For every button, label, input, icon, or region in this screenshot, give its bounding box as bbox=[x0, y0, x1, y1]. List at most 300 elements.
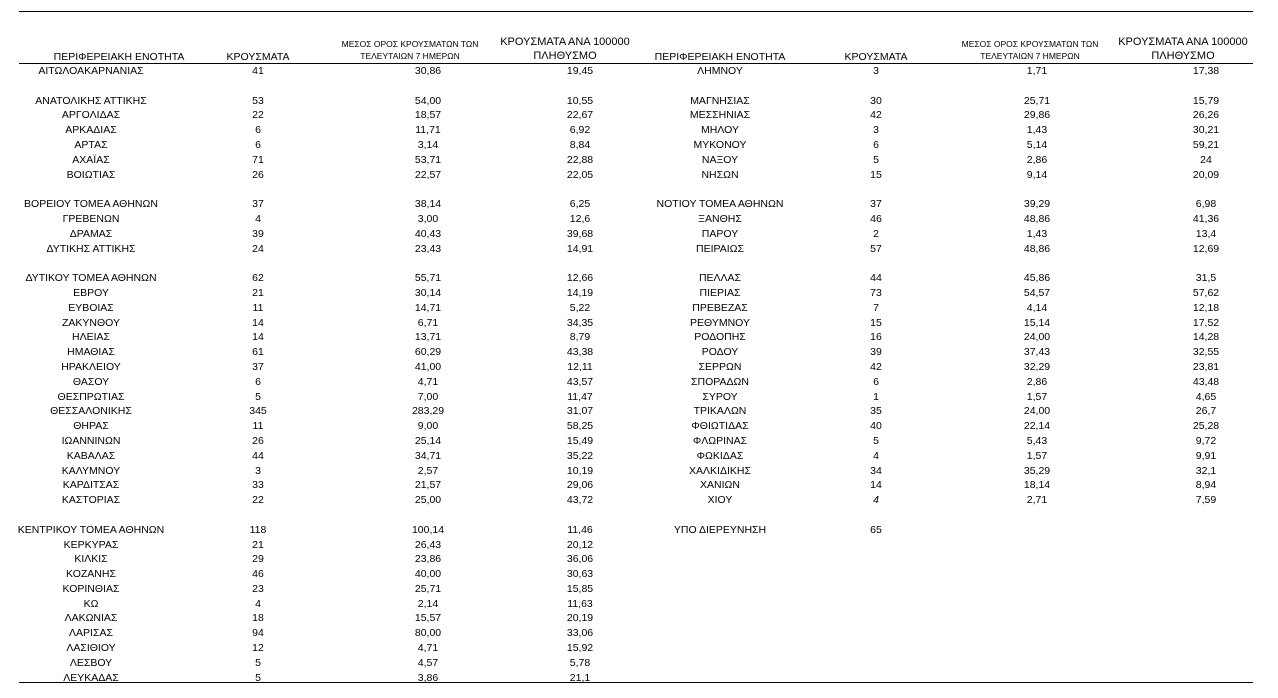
cases-cell: 11 bbox=[252, 301, 264, 314]
cases-cell: 21 bbox=[252, 538, 264, 551]
per100k-cell: 30,21 bbox=[1192, 124, 1220, 137]
cases-cell: 94 bbox=[252, 627, 264, 640]
table-row bbox=[0, 552, 638, 567]
region-cell: ΛΑΡΙΣΑΣ bbox=[69, 627, 113, 640]
region-cell: ΕΒΡΟΥ bbox=[73, 286, 109, 299]
region-cell: ΡΟΔΟΥ bbox=[701, 346, 739, 359]
table-row bbox=[0, 345, 638, 360]
cases-cell: 21 bbox=[252, 286, 264, 299]
region-cell: ΚΙΛΚΙΣ bbox=[74, 553, 108, 566]
empty-cell bbox=[820, 79, 932, 94]
left-data-table bbox=[0, 64, 638, 685]
per100k-cell: 11,63 bbox=[567, 597, 593, 610]
table-row bbox=[0, 523, 638, 538]
region-cell: ΛΗΜΝΟΥ bbox=[697, 65, 743, 77]
region-cell: ΖΑΚΥΝΘΟΥ bbox=[61, 316, 120, 329]
cases-cell: 24 bbox=[252, 242, 264, 255]
region-cell: ΚΑΛΥΜΝΟΥ bbox=[61, 464, 121, 477]
avg-7day-cell: 3,14 bbox=[417, 138, 439, 151]
header-region-right: ΠΕΡΙΦΕΡΕΙΑΚΗ ΕΝΟΤΗΤΑ bbox=[654, 51, 786, 63]
cases-cell: 41 bbox=[252, 65, 264, 77]
region-cell: ΚΑΒΑΛΑΣ bbox=[66, 449, 116, 462]
per100k-cell: 31,07 bbox=[566, 405, 594, 418]
empty-cell bbox=[620, 79, 820, 94]
avg-7day-cell: 80,00 bbox=[414, 627, 442, 640]
cases-cell: 4 bbox=[873, 494, 879, 507]
header-region-left: ΠΕΡΙΦΕΡΕΙΑΚΗ ΕΝΟΤΗΤΑ bbox=[53, 51, 185, 63]
region-cell: ΓΡΕΒΕΝΩΝ bbox=[62, 212, 120, 225]
avg-7day-cell: 53,71 bbox=[414, 153, 442, 166]
region-cell: ΘΗΡΑΣ bbox=[73, 420, 109, 433]
avg-7day-cell: 41,00 bbox=[414, 360, 442, 373]
cases-cell: 15 bbox=[870, 168, 882, 181]
region-cell: ΛΑΣΙΘΙΟΥ bbox=[66, 642, 116, 655]
per100k-cell: 39,68 bbox=[566, 227, 594, 240]
avg-7day-cell: 26,43 bbox=[414, 538, 442, 551]
per100k-cell: 31,5 bbox=[1195, 272, 1217, 285]
per100k-cell: 17,38 bbox=[1192, 65, 1220, 77]
avg-7day-cell: 18,14 bbox=[1023, 479, 1051, 492]
per100k-cell: 8,94 bbox=[1195, 479, 1217, 492]
cases-cell: 18 bbox=[252, 612, 264, 625]
avg-7day-cell: 21,57 bbox=[414, 479, 442, 492]
cases-cell: 26 bbox=[252, 434, 264, 447]
per100k-cell: 13,4 bbox=[1195, 227, 1217, 240]
avg-7day-cell: 1,57 bbox=[1026, 390, 1048, 403]
region-cell: ΣΥΡΟΥ bbox=[702, 390, 738, 403]
header-avg-right bbox=[930, 38, 1130, 62]
empty-cell bbox=[1142, 508, 1270, 523]
avg-7day-cell: 5,14 bbox=[1026, 138, 1048, 151]
per100k-cell: 58,25 bbox=[566, 420, 594, 433]
per100k-cell: 14,91 bbox=[566, 242, 594, 255]
avg-7day-cell: 15,57 bbox=[414, 612, 442, 625]
empty-cell bbox=[182, 256, 334, 271]
table-row bbox=[620, 123, 1270, 138]
region-cell: ΠΕΛΛΑΣ bbox=[698, 272, 742, 285]
per100k-cell: 57,62 bbox=[1192, 286, 1220, 299]
region-cell: ΤΡΙΚΑΛΩΝ bbox=[693, 405, 747, 418]
cases-cell: 35 bbox=[870, 405, 882, 418]
spacer-row bbox=[620, 182, 1270, 197]
region-cell: ΕΥΒΟΙΑΣ bbox=[68, 301, 114, 314]
header-per100k-line1: ΚΡΟΥΣΜΑΤΑ ΑΝΑ 100000 bbox=[500, 36, 630, 48]
region-cell: ΠΑΡΟΥ bbox=[701, 227, 739, 240]
top-rule bbox=[19, 11, 1253, 12]
cases-cell: 44 bbox=[870, 272, 882, 285]
region-cell: ΥΠΟ ΔΙΕΡΕΥΝΗΣΗ bbox=[673, 523, 767, 536]
region-cell: ΔΥΤΙΚΗΣ ΑΤΤΙΚΗΣ bbox=[46, 242, 136, 255]
avg-7day-cell: 9,14 bbox=[1026, 168, 1048, 181]
per100k-cell: 22,05 bbox=[566, 168, 594, 181]
avg-7day-cell: 22,57 bbox=[414, 168, 442, 181]
avg-7day-cell: 30,86 bbox=[414, 65, 442, 77]
avg-7day-cell: 22,14 bbox=[1023, 420, 1051, 433]
cases-cell: 2 bbox=[873, 227, 879, 240]
table-row bbox=[0, 671, 638, 686]
region-cell: ΗΡΑΚΛΕΙΟΥ bbox=[61, 360, 121, 373]
empty-cell bbox=[620, 256, 820, 271]
table-row bbox=[0, 138, 638, 153]
per100k-cell: 41,36 bbox=[1192, 212, 1220, 225]
cases-cell: 39 bbox=[870, 346, 882, 359]
table-row bbox=[0, 153, 638, 168]
avg-7day-cell: 40,43 bbox=[414, 227, 442, 240]
table-row bbox=[0, 626, 638, 641]
cases-cell: 37 bbox=[870, 198, 882, 211]
cases-cell: 22 bbox=[252, 494, 264, 507]
table-row bbox=[0, 656, 638, 671]
region-cell: ΚΑΡΔΙΤΣΑΣ bbox=[62, 479, 120, 492]
per100k-cell: 6,92 bbox=[569, 124, 591, 137]
region-cell: ΣΠΟΡΑΔΩΝ bbox=[691, 375, 749, 388]
avg-7day-cell: 11,71 bbox=[415, 124, 441, 137]
table-row bbox=[620, 227, 1270, 242]
region-cell: ΛΑΚΩΝΙΑΣ bbox=[64, 612, 118, 625]
per100k-cell: 12,11 bbox=[567, 360, 593, 373]
region-cell: ΑΡΓΟΛΙΔΑΣ bbox=[61, 109, 121, 122]
table-row bbox=[0, 94, 638, 109]
header-per100k-line1: ΚΡΟΥΣΜΑΤΑ ΑΝΑ 100000 bbox=[1118, 36, 1248, 48]
cases-cell: 37 bbox=[252, 198, 264, 211]
per100k-cell: 14,28 bbox=[1192, 331, 1220, 344]
per100k-cell: 36,06 bbox=[566, 553, 594, 566]
table-row bbox=[620, 449, 1270, 464]
avg-7day-cell: 54,00 bbox=[414, 94, 442, 107]
table-row bbox=[0, 449, 638, 464]
region-cell: ΙΩΑΝΝΙΝΩΝ bbox=[61, 434, 121, 447]
region-cell: ΧΑΛΚΙΔΙΚΗΣ bbox=[689, 464, 751, 477]
table-row bbox=[620, 464, 1270, 479]
table-row bbox=[620, 493, 1270, 508]
region-cell: ΣΕΡΡΩΝ bbox=[698, 360, 742, 373]
table-row bbox=[620, 404, 1270, 419]
cases-cell: 345 bbox=[249, 405, 267, 418]
per100k-cell: 9,72 bbox=[1195, 434, 1217, 447]
cases-cell: 7 bbox=[873, 301, 879, 314]
cases-cell: 3 bbox=[873, 124, 879, 137]
cases-cell: 14 bbox=[252, 316, 264, 329]
per100k-cell: 29,06 bbox=[566, 479, 594, 492]
cases-cell: 3 bbox=[873, 65, 879, 77]
empty-cell bbox=[820, 182, 932, 197]
header-avg-line1: ΜΕΣΟΣ ΟΡΟΣ ΚΡΟΥΣΜΑΤΩΝ ΤΩΝ bbox=[961, 39, 1099, 49]
per100k-cell: 5,22 bbox=[569, 301, 591, 314]
avg-7day-cell: 2,71 bbox=[1026, 494, 1048, 507]
region-cell: ΒΟΙΩΤΙΑΣ bbox=[66, 168, 116, 181]
per100k-cell: 15,79 bbox=[1192, 94, 1220, 107]
avg-7day-cell: 37,43 bbox=[1023, 346, 1051, 359]
cases-cell: 42 bbox=[870, 109, 882, 122]
cases-cell: 6 bbox=[873, 138, 879, 151]
cases-cell: 14 bbox=[252, 331, 264, 344]
per100k-cell: 22,88 bbox=[566, 153, 594, 166]
avg-7day-cell: 23,86 bbox=[414, 553, 442, 566]
avg-7day-cell: 25,71 bbox=[414, 582, 442, 595]
empty-cell bbox=[1142, 256, 1270, 271]
table-row bbox=[0, 464, 638, 479]
table-row bbox=[620, 197, 1270, 212]
spacer-row bbox=[620, 79, 1270, 94]
cases-cell: 73 bbox=[870, 286, 882, 299]
region-cell: ΜΑΓΝΗΣΙΑΣ bbox=[690, 94, 750, 107]
table-row bbox=[0, 538, 638, 553]
table-row bbox=[0, 611, 638, 626]
per100k-cell: 15,92 bbox=[566, 642, 594, 655]
table-row bbox=[620, 390, 1270, 405]
cases-cell: 12 bbox=[252, 642, 264, 655]
table-row bbox=[0, 330, 638, 345]
cases-cell: 39 bbox=[252, 227, 264, 240]
region-cell: ΔΥΤΙΚΟΥ ΤΟΜΕΑ ΑΘΗΝΩΝ bbox=[25, 272, 157, 285]
avg-7day-cell: 38,14 bbox=[414, 198, 442, 211]
per100k-cell: 8,84 bbox=[569, 138, 591, 151]
avg-7day-cell: 3,86 bbox=[417, 671, 439, 684]
cases-cell: 14 bbox=[870, 479, 882, 492]
region-cell: ΜΕΣΣΗΝΙΑΣ bbox=[689, 109, 751, 122]
avg-7day-cell: 14,71 bbox=[414, 301, 442, 314]
table-row bbox=[0, 316, 638, 331]
spacer-row bbox=[0, 508, 638, 523]
empty-cell bbox=[0, 256, 182, 271]
per100k-cell: 30,63 bbox=[566, 568, 594, 581]
per100k-cell: 10,55 bbox=[566, 94, 594, 107]
per100k-cell: 20,19 bbox=[566, 612, 594, 625]
avg-7day-cell: 9,00 bbox=[417, 420, 439, 433]
cases-cell: 65 bbox=[870, 523, 882, 536]
table-row bbox=[620, 375, 1270, 390]
region-cell: ΧΙΟΥ bbox=[707, 494, 733, 507]
avg-7day-cell: 25,71 bbox=[1023, 94, 1051, 107]
cases-cell: 5 bbox=[255, 671, 261, 684]
cases-cell: 15 bbox=[870, 316, 882, 329]
cases-cell: 16 bbox=[870, 331, 882, 344]
table-row bbox=[620, 523, 1270, 538]
table-row bbox=[0, 227, 638, 242]
cases-cell: 5 bbox=[873, 434, 879, 447]
avg-7day-cell: 2,86 bbox=[1026, 375, 1048, 388]
empty-cell bbox=[932, 182, 1142, 197]
per100k-cell: 6,25 bbox=[569, 198, 591, 211]
empty-cell bbox=[182, 79, 334, 94]
region-cell: ΘΑΣΟΥ bbox=[72, 375, 110, 388]
avg-7day-cell: 24,00 bbox=[1023, 405, 1051, 418]
region-cell: ΚΟΖΑΝΗΣ bbox=[66, 568, 116, 581]
region-cell: ΦΩΚΙΔΑΣ bbox=[696, 449, 744, 462]
region-cell: ΛΕΥΚΑΔΑΣ bbox=[63, 671, 119, 684]
avg-7day-cell: 25,14 bbox=[414, 434, 442, 447]
avg-7day-cell: 2,57 bbox=[417, 464, 439, 477]
region-cell: ΗΜΑΘΙΑΣ bbox=[67, 346, 115, 359]
cases-cell: 6 bbox=[255, 375, 261, 388]
spacer-row bbox=[620, 256, 1270, 271]
per100k-cell: 34,35 bbox=[566, 316, 594, 329]
table-row bbox=[0, 123, 638, 138]
table-row bbox=[0, 197, 638, 212]
per100k-cell: 19,45 bbox=[566, 65, 594, 77]
empty-cell bbox=[820, 256, 932, 271]
region-cell: ΜΗΛΟΥ bbox=[701, 124, 739, 137]
table-row bbox=[0, 360, 638, 375]
avg-7day-cell: 35,29 bbox=[1023, 464, 1051, 477]
per100k-cell: 24 bbox=[1200, 153, 1212, 166]
avg-7day-cell: 4,14 bbox=[1026, 301, 1048, 314]
table-row bbox=[620, 94, 1270, 109]
empty-cell bbox=[932, 508, 1142, 523]
cases-cell: 62 bbox=[252, 272, 264, 285]
region-cell: ΚΟΡΙΝΘΙΑΣ bbox=[62, 582, 120, 595]
per100k-cell bbox=[1142, 523, 1270, 538]
table-row bbox=[620, 434, 1270, 449]
region-cell: ΜΥΚΟΝΟΥ bbox=[693, 138, 747, 151]
empty-cell bbox=[932, 79, 1142, 94]
per100k-cell: 26,7 bbox=[1195, 405, 1217, 418]
avg-7day-cell: 23,43 bbox=[414, 242, 442, 255]
table-row bbox=[620, 212, 1270, 227]
per100k-cell: 11,46 bbox=[567, 523, 593, 536]
cases-cell: 53 bbox=[252, 94, 264, 107]
table-row bbox=[620, 301, 1270, 316]
per100k-cell: 11,47 bbox=[567, 390, 593, 403]
cases-cell: 46 bbox=[870, 212, 882, 225]
avg-7day-cell: 54,57 bbox=[1023, 286, 1051, 299]
per100k-cell: 33,06 bbox=[566, 627, 594, 640]
table-row bbox=[0, 390, 638, 405]
table-row bbox=[0, 434, 638, 449]
region-cell: ΗΛΕΙΑΣ bbox=[71, 331, 110, 344]
table-row bbox=[0, 404, 638, 419]
avg-7day-cell: 2,86 bbox=[1026, 153, 1048, 166]
per100k-cell: 59,21 bbox=[1192, 138, 1220, 151]
empty-cell bbox=[1142, 79, 1270, 94]
header-per100k-left bbox=[490, 35, 640, 63]
region-cell: ΑΡΤΑΣ bbox=[74, 138, 108, 151]
region-cell: ΠΙΕΡΙΑΣ bbox=[699, 286, 741, 299]
table-row bbox=[0, 478, 638, 493]
per100k-cell: 5,78 bbox=[569, 656, 591, 669]
region-cell: ΘΕΣΠΡΩΤΙΑΣ bbox=[57, 390, 125, 403]
empty-cell bbox=[620, 182, 820, 197]
cases-cell: 5 bbox=[873, 153, 879, 166]
avg-7day-cell: 1,43 bbox=[1026, 124, 1048, 137]
cases-cell: 11 bbox=[252, 420, 264, 433]
per100k-cell: 25,28 bbox=[1192, 420, 1220, 433]
header-avg-line1: ΜΕΣΟΣ ΟΡΟΣ ΚΡΟΥΣΜΑΤΩΝ ΤΩΝ bbox=[341, 39, 479, 49]
avg-7day-cell: 39,29 bbox=[1023, 198, 1051, 211]
cases-cell: 34 bbox=[870, 464, 882, 477]
avg-7day-cell bbox=[932, 523, 1142, 538]
table-row bbox=[0, 641, 638, 656]
avg-7day-cell: 34,71 bbox=[414, 449, 442, 462]
table-row bbox=[0, 493, 638, 508]
per100k-cell: 9,91 bbox=[1195, 449, 1217, 462]
cases-cell: 6 bbox=[255, 124, 261, 137]
table-row bbox=[0, 271, 638, 286]
region-cell: ΚΑΣΤΟΡΙΑΣ bbox=[61, 494, 121, 507]
table-row bbox=[0, 597, 638, 612]
per100k-cell: 20,12 bbox=[566, 538, 594, 551]
spacer-row bbox=[0, 256, 638, 271]
per100k-cell: 12,66 bbox=[566, 272, 594, 285]
cases-cell: 44 bbox=[252, 449, 264, 462]
right-data-table bbox=[620, 64, 1270, 538]
table-row bbox=[620, 330, 1270, 345]
table-row bbox=[0, 108, 638, 123]
avg-7day-cell: 32,29 bbox=[1023, 360, 1051, 373]
empty-cell bbox=[620, 508, 820, 523]
avg-7day-cell: 13,71 bbox=[414, 331, 442, 344]
cases-cell: 118 bbox=[249, 523, 267, 536]
region-cell: ΑΝΑΤΟΛΙΚΗΣ ΑΤΤΙΚΗΣ bbox=[35, 94, 147, 107]
avg-7day-cell: 15,14 bbox=[1023, 316, 1051, 329]
avg-7day-cell: 100,14 bbox=[411, 523, 445, 536]
per100k-cell: 12,6 bbox=[569, 212, 591, 225]
per100k-cell: 17,52 bbox=[1192, 316, 1220, 329]
region-cell: ΠΡΕΒΕΖΑΣ bbox=[692, 301, 748, 314]
table-row bbox=[620, 168, 1270, 183]
region-cell: ΡΕΘΥΜΝΟΥ bbox=[689, 316, 750, 329]
cases-cell: 1 bbox=[873, 390, 879, 403]
spacer-row bbox=[0, 182, 638, 197]
region-cell: ΒΟΡΕΙΟΥ ΤΟΜΕΑ ΑΘΗΝΩΝ bbox=[24, 198, 158, 211]
avg-7day-cell: 283,29 bbox=[411, 405, 445, 418]
per100k-cell: 35,22 bbox=[566, 449, 594, 462]
avg-7day-cell: 7,00 bbox=[417, 390, 439, 403]
avg-7day-cell: 4,71 bbox=[417, 375, 439, 388]
cases-cell: 29 bbox=[252, 553, 264, 566]
avg-7day-cell: 1,71 bbox=[1026, 65, 1048, 77]
empty-cell bbox=[334, 256, 522, 271]
region-cell: ΛΕΣΒΟΥ bbox=[69, 656, 113, 669]
per100k-cell: 32,1 bbox=[1195, 464, 1217, 477]
cases-cell: 5 bbox=[255, 390, 261, 403]
per100k-cell: 21,1 bbox=[569, 671, 591, 684]
per100k-cell: 6,98 bbox=[1195, 198, 1217, 211]
spacer-row bbox=[620, 508, 1270, 523]
per100k-cell: 20,09 bbox=[1192, 168, 1220, 181]
cases-cell: 42 bbox=[870, 360, 882, 373]
header-avg-left bbox=[310, 38, 510, 62]
region-cell: ΚΩ bbox=[83, 597, 99, 610]
cases-cell: 3 bbox=[255, 464, 261, 477]
avg-7day-cell: 6,71 bbox=[417, 316, 439, 329]
per100k-cell: 23,81 bbox=[1192, 360, 1220, 373]
table-row bbox=[620, 360, 1270, 375]
region-cell: ΠΕΙΡΑΙΩΣ bbox=[696, 242, 744, 255]
empty-cell bbox=[182, 508, 334, 523]
table-row bbox=[0, 286, 638, 301]
avg-7day-cell: 25,00 bbox=[414, 494, 442, 507]
table-row bbox=[0, 212, 638, 227]
region-cell: ΞΑΝΘΗΣ bbox=[698, 212, 742, 225]
cases-cell: 37 bbox=[252, 360, 264, 373]
region-cell: ΝΗΣΩΝ bbox=[701, 168, 739, 181]
avg-7day-cell: 45,86 bbox=[1023, 272, 1051, 285]
table-row bbox=[620, 316, 1270, 331]
region-cell: ΧΑΝΙΩΝ bbox=[700, 479, 740, 492]
empty-cell bbox=[932, 256, 1142, 271]
avg-7day-cell: 18,57 bbox=[414, 109, 442, 122]
per100k-cell: 8,79 bbox=[569, 331, 591, 344]
region-cell: ΝΟΤΙΟΥ ΤΟΜΕΑ ΑΘΗΝΩΝ bbox=[656, 198, 784, 211]
per100k-cell: 7,59 bbox=[1195, 494, 1217, 507]
cases-cell: 6 bbox=[255, 138, 261, 151]
per100k-cell: 12,18 bbox=[1192, 301, 1220, 314]
avg-7day-cell: 4,57 bbox=[417, 656, 439, 669]
region-cell: ΡΟΔΟΠΗΣ bbox=[694, 331, 746, 344]
avg-7day-cell: 5,43 bbox=[1026, 434, 1048, 447]
cases-cell: 4 bbox=[255, 212, 261, 225]
